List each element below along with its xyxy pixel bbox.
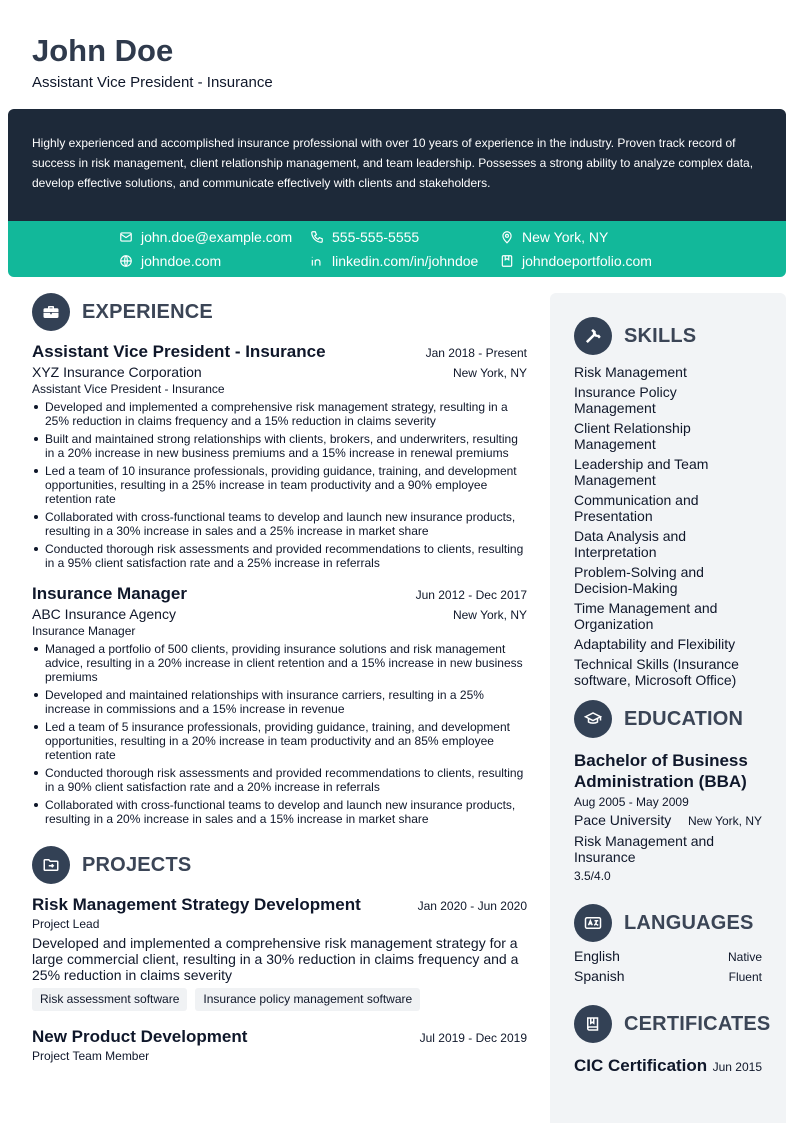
skills-section-header xyxy=(574,317,762,355)
experience-entry xyxy=(32,341,527,570)
education-location: New York, NY xyxy=(687,814,762,828)
experience-entry xyxy=(32,583,527,826)
project-role: Project Team Member xyxy=(32,1049,150,1063)
phone-icon xyxy=(310,230,324,244)
skill-item: Insurance Policy Management xyxy=(574,384,677,416)
project-tag: Insurance policy management software xyxy=(195,988,420,1011)
contact-phone[interactable] xyxy=(310,227,419,247)
sidebar-column xyxy=(550,293,786,1123)
bullet-item: Developed and implemented a comprehensive risk management strategy, resulting in a 25% reduction in claims frequency and a 15% reduction in claims severity xyxy=(32,400,527,428)
experience-section-header xyxy=(32,293,527,331)
project-tags xyxy=(32,988,527,1011)
job-subtitle: Insurance Manager xyxy=(32,624,136,638)
language-item xyxy=(574,968,762,988)
bullet-item: Built and maintained strong relationships with clients, brokers, and underwriters, resulting in a 20% increase in new business premiums and a 15% increase in renewal premiums xyxy=(32,432,527,460)
certificate-item xyxy=(574,1055,762,1077)
experience-heading: EXPERIENCE xyxy=(82,300,213,323)
bullet-item: Led a team of 5 insurance professionals, providing guidance, training, and development opportunities, resulting in a 20% increase in team productivity and an 85% employee retention rate xyxy=(32,720,527,762)
contact-portfolio-text: johndoeportfolio.com xyxy=(522,253,652,269)
job-bullets xyxy=(32,400,527,570)
project-name: Risk Management Strategy Development xyxy=(32,895,361,914)
bullet-item: Collaborated with cross-functional teams to develop and launch new insurance products, resulting in a 30% increase in sales and a 25% increase in market share xyxy=(32,510,527,538)
skill-item: Problem-Solving and Decision-Making xyxy=(574,564,704,596)
skill-item: Risk Management xyxy=(574,364,687,380)
bullet-item: Managed a portfolio of 500 clients, providing insurance solutions and risk management advice, resulting in a 20% increase in client retention and a 15% increase in new business premiums xyxy=(32,642,527,684)
projects-section-header xyxy=(32,846,527,884)
main-column xyxy=(32,293,527,1064)
certificates-section-header xyxy=(574,1005,771,1043)
education-field: Risk Management and Insurance xyxy=(574,833,715,865)
wrench-icon xyxy=(574,317,612,355)
resume-header xyxy=(32,32,273,92)
education-section-header xyxy=(574,700,762,738)
languages-list xyxy=(574,948,762,988)
mail-icon xyxy=(119,230,133,244)
project-role: Project Lead xyxy=(32,917,100,931)
summary-banner xyxy=(8,109,786,221)
job-role: Insurance Manager xyxy=(32,584,187,603)
skills-heading: SKILLS xyxy=(624,324,697,347)
contact-phone-text: 555-555-5555 xyxy=(332,229,420,245)
contact-website-text: johndoe.com xyxy=(141,253,222,269)
language-level: Native xyxy=(727,950,762,964)
language-name: Spanish xyxy=(574,968,625,984)
folder-icon xyxy=(32,846,70,884)
skill-item: Data Analysis and Interpretation xyxy=(574,528,687,560)
candidate-name: John Doe xyxy=(32,33,174,68)
globe-icon xyxy=(119,254,133,268)
job-bullets xyxy=(32,642,527,826)
certificates-heading: CERTIFICATES xyxy=(624,1012,771,1035)
summary-text: Highly experienced and accomplished insurance professional with over 10 years of experience in the industry. Proven track record of success in risk management, client relationship management, and team leadership. Possesses a strong ability to analyze complex data, develop effective solutions, and communicate effectively with clients and stakeholders. xyxy=(32,136,754,190)
certificate-book-icon xyxy=(574,1005,612,1043)
education-school: Pace University xyxy=(574,812,672,828)
portfolio-icon xyxy=(500,254,514,268)
projects-heading: PROJECTS xyxy=(82,853,192,876)
job-role: Assistant Vice President - Insurance xyxy=(32,342,326,361)
skills-list xyxy=(574,364,762,688)
job-location: New York, NY xyxy=(452,608,527,622)
bullet-item: Conducted thorough risk assessments and provided recommendations to clients, resulting in a 95% client satisfaction rate and a 25% increase in referrals xyxy=(32,542,527,570)
candidate-title: Assistant Vice President - Insurance xyxy=(32,74,273,91)
project-description: Developed and implemented a comprehensive risk management strategy for a large commercial client, resulting in a 30% reduction in claims frequency and a 25% reduction in claims severity xyxy=(32,935,519,983)
translate-icon xyxy=(574,904,612,942)
contact-linkedin[interactable] xyxy=(310,251,478,271)
job-location: New York, NY xyxy=(452,366,527,380)
language-item xyxy=(574,948,762,968)
project-name: New Product Development xyxy=(32,1027,248,1046)
languages-section-header xyxy=(574,904,762,942)
skill-item: Technical Skills (Insurance software, Microsoft Office) xyxy=(574,656,739,688)
contact-email-text: john.doe@example.com xyxy=(141,229,293,245)
linkedin-icon xyxy=(310,254,324,268)
education-heading: EDUCATION xyxy=(624,707,744,730)
languages-heading: LANGUAGES xyxy=(624,911,754,934)
bullet-item: Led a team of 10 insurance professionals, providing guidance, training, and development opportunities, resulting in a 25% increase in team productivity and a 90% employee retention rate xyxy=(32,464,527,506)
project-tag: Risk assessment software xyxy=(32,988,187,1011)
map-pin-icon xyxy=(500,230,514,244)
project-dates: Jul 2019 - Dec 2019 xyxy=(419,1031,527,1045)
education-gpa: 3.5/4.0 xyxy=(574,869,611,883)
skill-item: Communication and Presentation xyxy=(574,492,699,524)
project-entry xyxy=(32,1026,527,1064)
job-subtitle: Assistant Vice President - Insurance xyxy=(32,382,225,396)
briefcase-icon xyxy=(32,293,70,331)
language-name: English xyxy=(574,948,620,964)
education-degree: Bachelor of Business Administration (BBA) xyxy=(574,751,748,791)
bullet-item: Collaborated with cross-functional teams to develop and launch new insurance products, resulting in a 20% increase in sales and a 15% increase in market share xyxy=(32,798,527,826)
education-entry xyxy=(574,750,762,884)
certificate-name: CIC Certification xyxy=(574,1056,708,1075)
job-company: XYZ Insurance Corporation xyxy=(32,364,202,380)
contact-email[interactable] xyxy=(119,227,292,247)
education-dates: Aug 2005 - May 2009 xyxy=(574,795,689,809)
job-dates: Jan 2018 - Present xyxy=(425,346,527,360)
contact-location-text: New York, NY xyxy=(522,229,609,245)
skill-item: Adaptability and Flexibility xyxy=(574,636,736,652)
contact-bar xyxy=(8,221,786,277)
skill-item: Time Management and Organization xyxy=(574,600,718,632)
contact-website[interactable] xyxy=(119,251,221,271)
certificate-date: Jun 2015 xyxy=(712,1060,762,1074)
project-entry xyxy=(32,894,527,1011)
contact-location xyxy=(500,227,608,247)
project-dates: Jan 2020 - Jun 2020 xyxy=(417,899,527,913)
language-level: Fluent xyxy=(728,970,762,984)
graduation-cap-icon xyxy=(574,700,612,738)
bullet-item: Conducted thorough risk assessments and provided recommendations to clients, resulting in a 90% client satisfaction rate and a 20% increase in referrals xyxy=(32,766,527,794)
job-company: ABC Insurance Agency xyxy=(32,606,176,622)
skill-item: Client Relationship Management xyxy=(574,420,691,452)
contact-portfolio[interactable] xyxy=(500,251,652,271)
contact-linkedin-text: linkedin.com/in/johndoe xyxy=(332,253,479,269)
bullet-item: Developed and maintained relationships with insurance carriers, resulting in a 25% increase in commissions and a 15% increase in revenue xyxy=(32,688,527,716)
skill-item: Leadership and Team Management xyxy=(574,456,709,488)
job-dates: Jun 2012 - Dec 2017 xyxy=(415,588,527,602)
